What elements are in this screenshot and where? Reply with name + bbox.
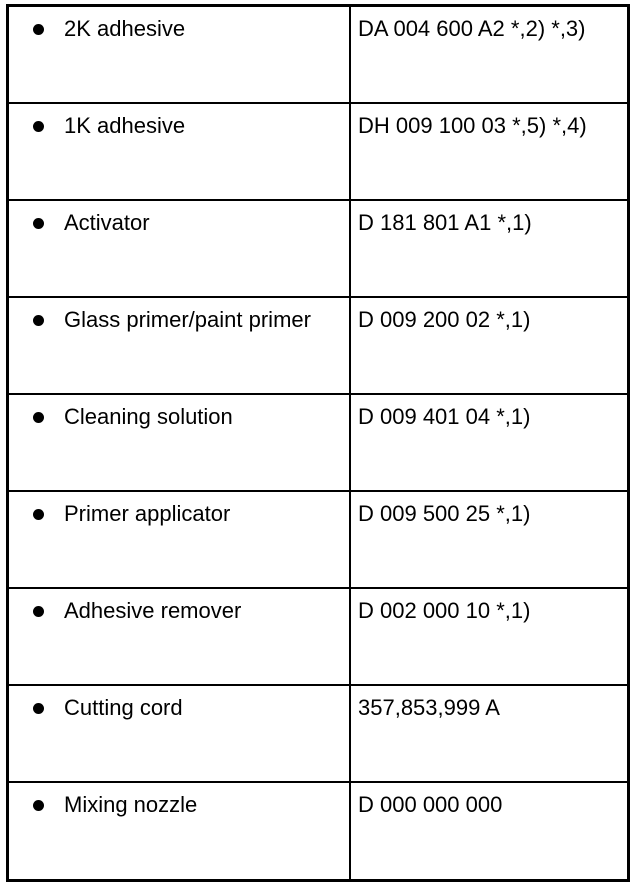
part-number: 357,853,999 A [358, 695, 500, 720]
table-row [9, 492, 627, 589]
part-number: D 009 401 04 *,1) [358, 404, 531, 429]
item-name: 1K adhesive [64, 113, 186, 138]
table-row [9, 201, 627, 298]
part-number: D 009 500 25 *,1) [358, 501, 531, 526]
parts-table [6, 4, 630, 882]
bullet-icon [33, 121, 44, 132]
part-number: D 181 801 A1 *,1) [358, 210, 532, 235]
item-name: 2K adhesive [64, 16, 186, 41]
table-row [9, 783, 627, 880]
item-name: Glass primer/paint primer [64, 307, 311, 332]
item-name: Primer applicator [64, 501, 231, 526]
item-name: Activator [64, 210, 150, 235]
table-row [9, 104, 627, 201]
part-number: D 000 000 000 [358, 792, 503, 817]
table-row [9, 686, 627, 783]
part-number: D 002 000 10 *,1) [358, 598, 531, 623]
bullet-icon [33, 24, 44, 35]
bullet-icon [33, 218, 44, 229]
table-row [9, 589, 627, 686]
item-name: Cutting cord [64, 695, 183, 720]
part-number: D 009 200 02 *,1) [358, 307, 531, 332]
item-name: Mixing nozzle [64, 792, 198, 817]
table-row [9, 7, 627, 104]
bullet-icon [33, 703, 44, 714]
bullet-icon [33, 509, 44, 520]
part-number: DH 009 100 03 *,5) *,4) [358, 113, 587, 138]
bullet-icon [33, 800, 44, 811]
bullet-icon [33, 315, 44, 326]
item-name: Cleaning solution [64, 404, 233, 429]
table-row [9, 395, 627, 492]
item-name: Adhesive remover [64, 598, 242, 623]
table-row [9, 298, 627, 395]
bullet-icon [33, 412, 44, 423]
part-number: DA 004 600 A2 *,2) *,3) [358, 16, 586, 41]
bullet-icon [33, 606, 44, 617]
